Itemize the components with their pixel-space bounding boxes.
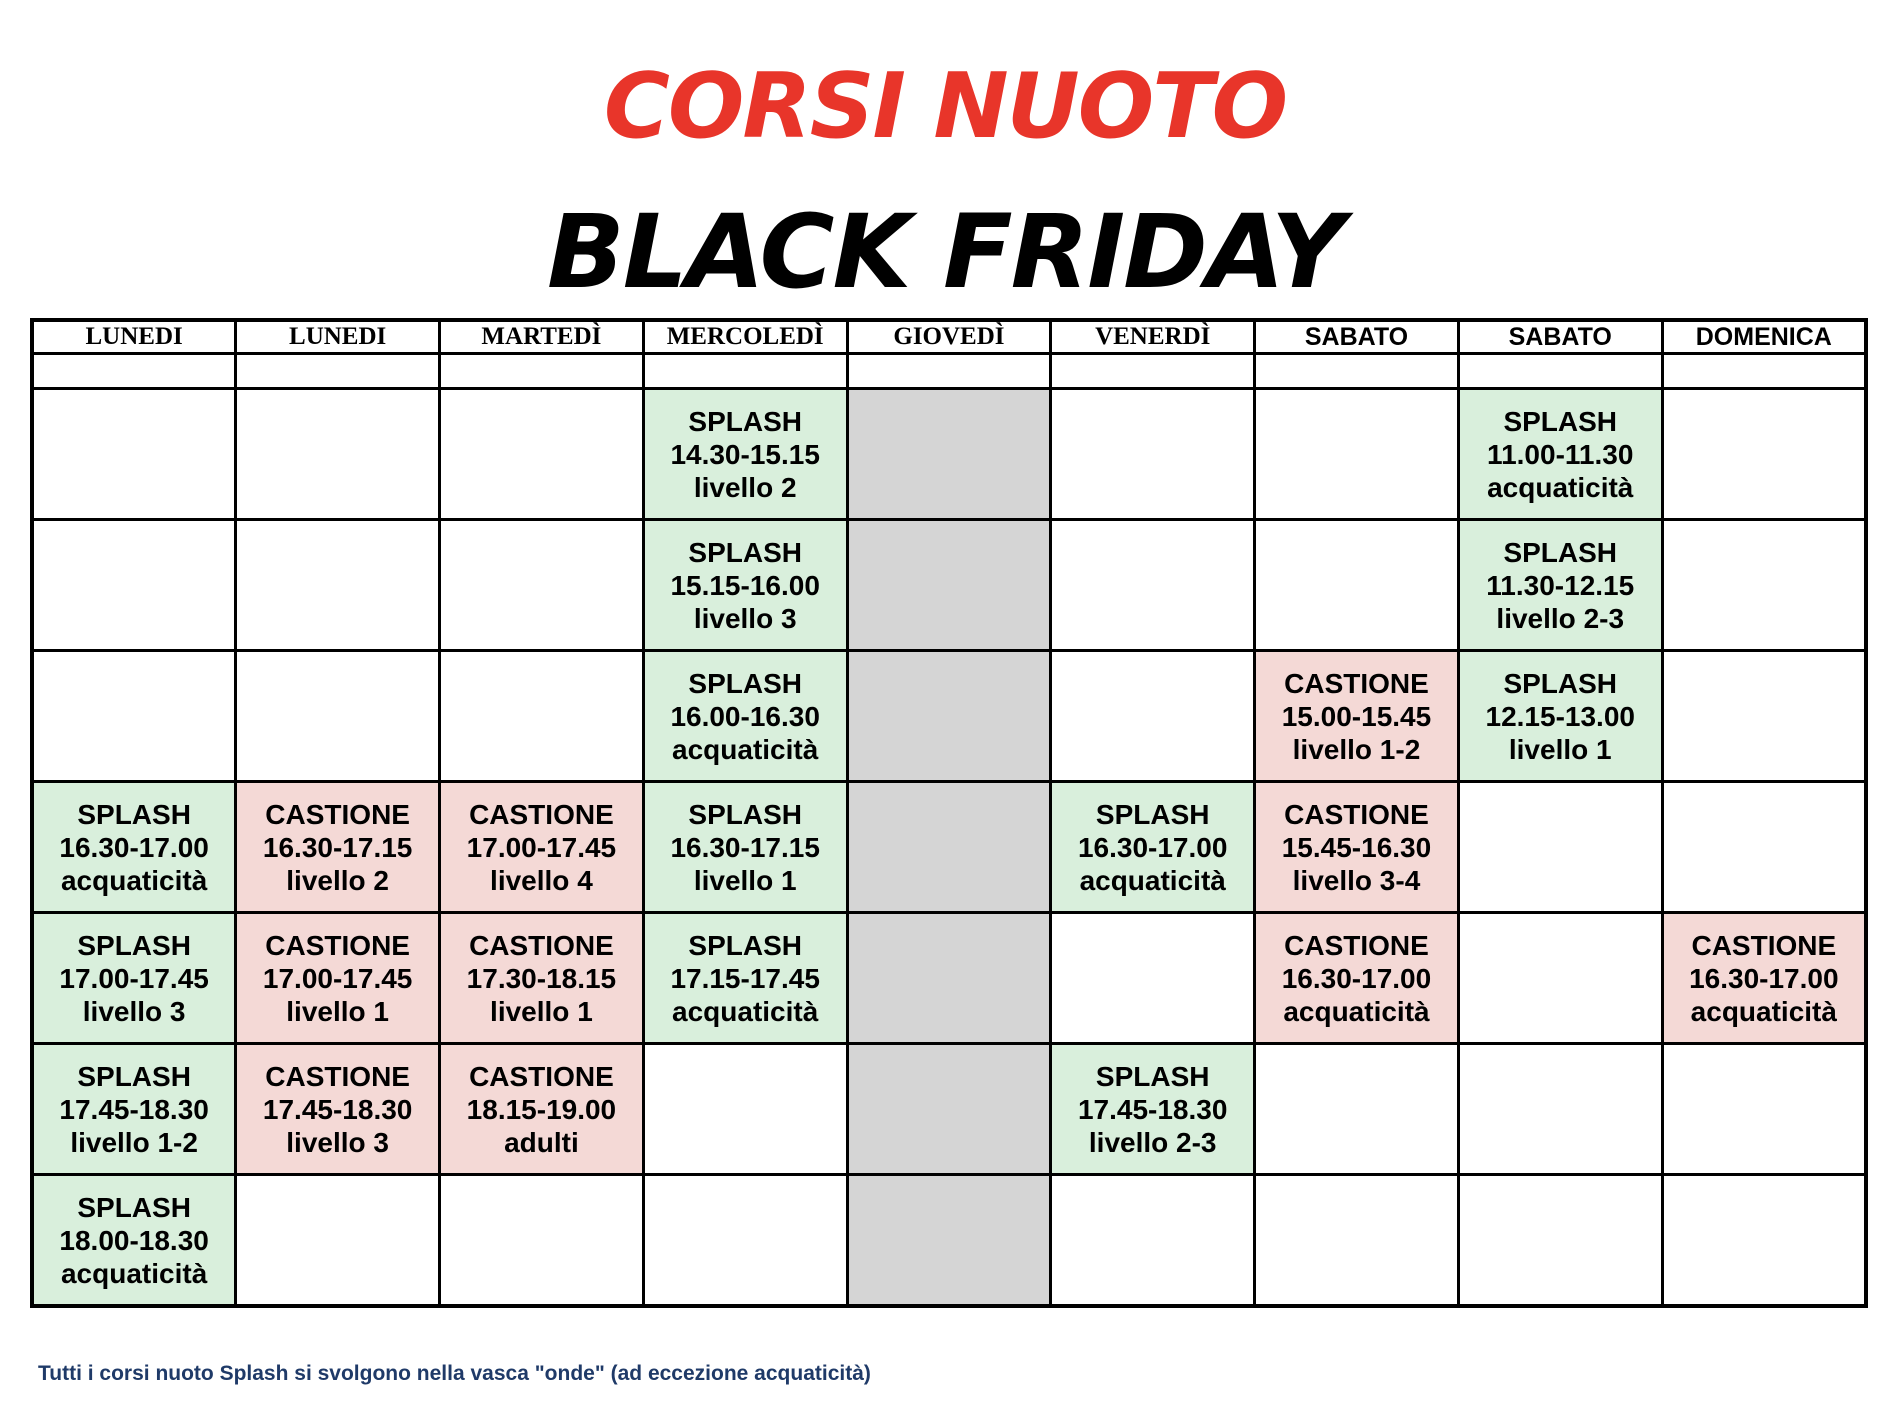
course-time: 16.30-17.00 — [59, 831, 209, 863]
course-time: 16.00-16.30 — [670, 700, 820, 732]
weekday-header-row — [32, 320, 1866, 354]
closed-day-cell — [847, 389, 1051, 520]
course-entry — [645, 667, 846, 766]
day-header: VENERDÌ — [1051, 320, 1255, 354]
course-time: 17.30-18.15 — [466, 962, 617, 994]
empty-cell — [236, 520, 440, 651]
course-time: 17.45-18.30 — [59, 1093, 209, 1125]
empty-cell — [236, 651, 440, 782]
course-level: livello 1 — [490, 995, 593, 1027]
time-slot-row — [32, 520, 1866, 651]
empty-cell — [1255, 389, 1459, 520]
course-name: SPLASH — [688, 667, 802, 699]
course-name: CASTIONE — [265, 929, 410, 961]
castione-course-cell — [236, 1044, 440, 1175]
course-entry — [237, 1060, 438, 1159]
splash-course-cell — [32, 782, 236, 913]
splash-course-cell — [643, 520, 847, 651]
castione-course-cell — [1255, 782, 1459, 913]
splash-course-cell — [643, 651, 847, 782]
course-entry — [1256, 798, 1457, 897]
course-entry — [237, 798, 438, 897]
course-time: 14.30-15.15 — [670, 438, 820, 470]
empty-cell — [236, 1175, 440, 1307]
course-name: SPLASH — [688, 798, 802, 830]
closed-day-cell — [847, 782, 1051, 913]
course-entry — [1256, 929, 1457, 1028]
course-name: SPLASH — [77, 1060, 191, 1092]
empty-cell — [643, 354, 847, 389]
course-level: acquaticità — [1079, 864, 1226, 896]
course-entry — [237, 929, 438, 1028]
course-time: 11.30-12.15 — [1486, 569, 1635, 601]
course-entry — [1460, 536, 1661, 635]
empty-cell — [847, 354, 1051, 389]
course-entry — [1052, 798, 1253, 897]
footnote: Tutti i corsi nuoto Splash si svolgono nella vasca "onde" (ad eccezione acquaticità) — [38, 1362, 871, 1385]
course-entry — [1664, 929, 1864, 1028]
closed-day-cell — [847, 651, 1051, 782]
day-header: SABATO — [1458, 320, 1662, 354]
course-level: livello 1 — [286, 995, 389, 1027]
course-level: acquaticità — [1690, 995, 1837, 1027]
course-name: SPLASH — [1095, 1060, 1210, 1092]
splash-course-cell — [1051, 782, 1255, 913]
course-level: livello 2-3 — [1496, 602, 1625, 634]
splash-course-cell — [1458, 389, 1662, 520]
time-slot-row — [32, 1044, 1866, 1175]
course-entry — [441, 929, 642, 1028]
course-level: adulti — [504, 1126, 579, 1158]
castione-course-cell — [1662, 913, 1866, 1044]
course-time: 16.30-17.15 — [670, 831, 820, 863]
course-entry — [34, 929, 234, 1028]
splash-course-cell — [643, 389, 847, 520]
course-time: 15.00-15.45 — [1281, 700, 1432, 732]
course-entry — [645, 536, 846, 635]
course-name: SPLASH — [77, 929, 191, 961]
course-time: 16.30-17.00 — [1689, 962, 1839, 994]
splash-course-cell — [1458, 520, 1662, 651]
castione-course-cell — [440, 913, 644, 1044]
empty-cell — [1458, 354, 1662, 389]
course-name: CASTIONE — [469, 1060, 614, 1092]
course-entry — [441, 1060, 642, 1159]
empty-cell — [440, 520, 644, 651]
title-black-friday: BLACK FRIDAY — [547, 193, 1343, 312]
empty-cell — [1458, 1044, 1662, 1175]
course-time: 16.30-17.00 — [1281, 962, 1432, 994]
empty-cell — [32, 520, 236, 651]
empty-cell — [1051, 520, 1255, 651]
course-entry — [441, 798, 642, 897]
empty-cell — [440, 1175, 644, 1307]
empty-cell — [1662, 354, 1866, 389]
course-time: 17.45-18.30 — [1077, 1093, 1228, 1125]
course-level: livello 3 — [693, 602, 797, 634]
course-time: 12.15-13.00 — [1485, 700, 1635, 732]
empty-cell — [1255, 354, 1459, 389]
course-entry — [645, 405, 846, 504]
course-level: acquaticità — [60, 864, 208, 896]
empty-cell — [643, 1044, 847, 1175]
castione-course-cell — [236, 782, 440, 913]
course-time: 17.00-17.45 — [262, 962, 413, 994]
course-entry — [1460, 667, 1661, 766]
course-entry — [34, 1191, 234, 1290]
empty-cell — [1051, 354, 1255, 389]
course-name: SPLASH — [77, 798, 191, 830]
course-level: livello 2 — [286, 864, 389, 896]
day-header: LUNEDI — [32, 320, 236, 354]
course-time: 16.30-17.00 — [1077, 831, 1228, 863]
course-time: 15.45-16.30 — [1281, 831, 1432, 863]
course-name: SPLASH — [1503, 536, 1618, 568]
closed-day-cell — [847, 913, 1051, 1044]
course-level: acquaticità — [672, 733, 819, 765]
course-name: CASTIONE — [1284, 929, 1429, 961]
time-slot-row — [32, 1175, 1866, 1307]
empty-cell — [1662, 389, 1866, 520]
empty-cell — [32, 354, 236, 389]
castione-course-cell — [440, 1044, 644, 1175]
course-level: livello 2-3 — [1088, 1126, 1217, 1158]
empty-cell — [32, 389, 236, 520]
empty-cell — [1051, 1175, 1255, 1307]
empty-cell — [1051, 913, 1255, 1044]
castione-course-cell — [1255, 651, 1459, 782]
course-entry — [1256, 667, 1457, 766]
empty-cell — [1662, 1044, 1866, 1175]
splash-course-cell — [32, 1175, 236, 1307]
empty-cell — [32, 651, 236, 782]
empty-cell — [1662, 651, 1866, 782]
course-level: livello 3 — [286, 1126, 389, 1158]
day-header: MARTEDÌ — [440, 320, 644, 354]
course-level: livello 1 — [693, 864, 797, 896]
course-level: acquaticità — [1487, 471, 1634, 503]
time-slot-row — [32, 913, 1866, 1044]
course-level: livello 1-2 — [70, 1126, 198, 1158]
course-name: SPLASH — [1095, 798, 1210, 830]
splash-course-cell — [1051, 1044, 1255, 1175]
day-header: LUNEDI — [236, 320, 440, 354]
empty-cell — [236, 354, 440, 389]
course-name: CASTIONE — [1691, 929, 1837, 961]
empty-cell — [1458, 913, 1662, 1044]
course-entry — [1052, 1060, 1253, 1159]
empty-cell — [1458, 1175, 1662, 1307]
course-level: livello 3 — [82, 995, 186, 1027]
course-name: SPLASH — [688, 929, 802, 961]
course-name: CASTIONE — [1284, 667, 1429, 699]
course-name: SPLASH — [77, 1191, 191, 1223]
spacer-row — [32, 354, 1866, 389]
empty-cell — [1255, 1044, 1459, 1175]
course-name: SPLASH — [688, 405, 802, 437]
splash-course-cell — [643, 913, 847, 1044]
course-time: 17.00-17.45 — [466, 831, 617, 863]
time-slot-row — [32, 651, 1866, 782]
course-level: acquaticità — [1283, 995, 1430, 1027]
empty-cell — [643, 1175, 847, 1307]
castione-course-cell — [1255, 913, 1459, 1044]
empty-cell — [440, 651, 644, 782]
course-name: SPLASH — [688, 536, 802, 568]
splash-course-cell — [32, 913, 236, 1044]
course-time: 18.15-19.00 — [466, 1093, 617, 1125]
time-slot-row — [32, 389, 1866, 520]
course-level: acquaticità — [672, 995, 819, 1027]
closed-day-cell — [847, 1044, 1051, 1175]
empty-cell — [1255, 520, 1459, 651]
course-time: 18.00-18.30 — [59, 1224, 209, 1256]
empty-cell — [1255, 1175, 1459, 1307]
course-entry — [645, 929, 846, 1028]
course-time: 17.15-17.45 — [670, 962, 820, 994]
weekly-schedule-table — [30, 318, 1868, 1308]
course-entry — [34, 798, 234, 897]
course-level: livello 3-4 — [1292, 864, 1421, 896]
course-level: livello 1-2 — [1292, 733, 1421, 765]
closed-day-cell — [847, 520, 1051, 651]
empty-cell — [1662, 782, 1866, 913]
day-header: DOMENICA — [1662, 320, 1866, 354]
empty-cell — [236, 389, 440, 520]
course-time: 15.15-16.00 — [670, 569, 820, 601]
course-time: 17.00-17.45 — [59, 962, 209, 994]
splash-course-cell — [32, 1044, 236, 1175]
closed-day-cell — [847, 1175, 1051, 1307]
course-name: SPLASH — [1503, 405, 1618, 437]
empty-cell — [1662, 1175, 1866, 1307]
castione-course-cell — [440, 782, 644, 913]
course-entry — [645, 798, 846, 897]
course-level: livello 1 — [1508, 733, 1612, 765]
course-level: livello 4 — [490, 864, 593, 896]
course-name: CASTIONE — [469, 929, 614, 961]
empty-cell — [440, 354, 644, 389]
time-slot-row — [32, 782, 1866, 913]
course-name: CASTIONE — [265, 798, 410, 830]
course-level: livello 2 — [693, 471, 797, 503]
day-header: GIOVEDÌ — [847, 320, 1051, 354]
course-entry — [1460, 405, 1661, 504]
splash-course-cell — [1458, 651, 1662, 782]
castione-course-cell — [236, 913, 440, 1044]
course-name: CASTIONE — [1284, 798, 1429, 830]
course-time: 11.00-11.30 — [1487, 438, 1634, 470]
splash-course-cell — [643, 782, 847, 913]
course-time: 17.45-18.30 — [262, 1093, 413, 1125]
empty-cell — [1051, 389, 1255, 520]
title-corsi-nuoto: CORSI NUOTO — [603, 54, 1287, 159]
day-header: SABATO — [1255, 320, 1459, 354]
course-level: acquaticità — [60, 1257, 208, 1289]
course-name: CASTIONE — [265, 1060, 410, 1092]
course-entry — [34, 1060, 234, 1159]
empty-cell — [1662, 520, 1866, 651]
empty-cell — [1458, 782, 1662, 913]
day-header: MERCOLEDÌ — [643, 320, 847, 354]
course-name: CASTIONE — [469, 798, 614, 830]
course-name: SPLASH — [1503, 667, 1618, 699]
empty-cell — [440, 389, 644, 520]
empty-cell — [1051, 651, 1255, 782]
course-time: 16.30-17.15 — [262, 831, 413, 863]
